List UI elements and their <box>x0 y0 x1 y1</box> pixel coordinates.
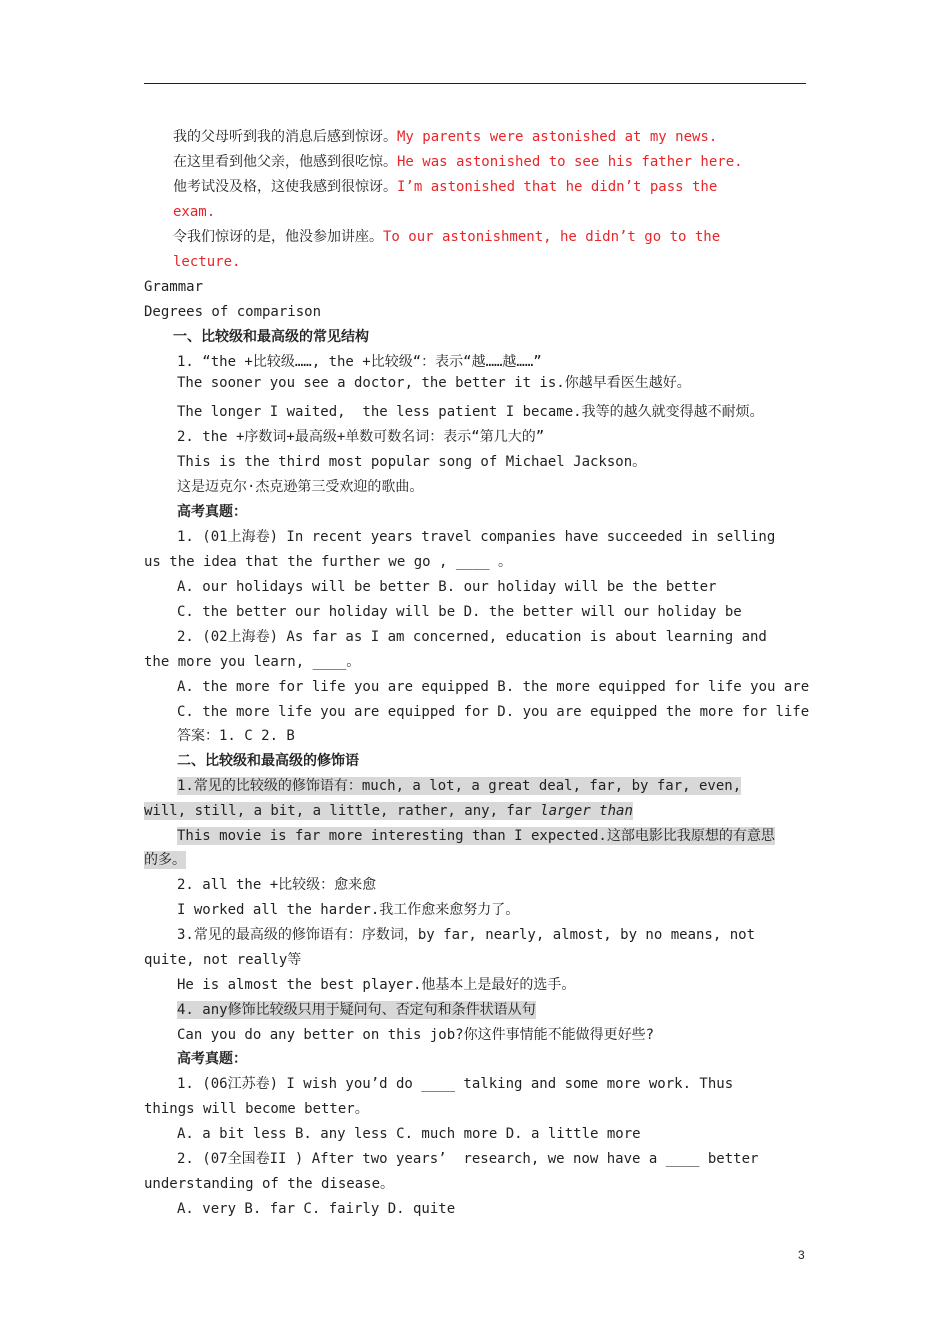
sec1-item-2: 2. the +序数词+最高级+单数可数名词：表示“第几大的” <box>177 429 545 445</box>
exam-2-q2-cont: understanding of the disease。 <box>144 1176 395 1192</box>
sec2-item-4: 4. any修饰比较级只用于疑问句、否定句和条件状语从句 <box>177 1002 536 1018</box>
sec2-example-4: Can you do any better on this job?你这件事情能不能做得更好些? <box>177 1027 655 1043</box>
section-2-title: 二、比较级和最高级的修饰语 <box>177 753 359 769</box>
exam-1-q1-options-ab: A. our holidays will be better B. our holiday will be the better <box>177 579 717 595</box>
header-rule <box>144 83 806 84</box>
sec2-item-2: 2. all the +比较级：愈来愈 <box>177 877 377 893</box>
example-line-4: 令我们惊讶的是，他没参加讲座。To our astonishment, he didn’t go to the <box>173 229 721 245</box>
exam-1-answer: 答案：1. C 2. B <box>177 728 295 744</box>
sec2-example-3: He is almost the best player.他基本上是最好的选手。 <box>177 977 576 993</box>
exam-1-q1: 1. (01上海卷) In recent years travel companies have succeeded in selling <box>177 529 776 545</box>
sec2-item-1-cont: will, still, a bit, a little, rather, any, far larger than <box>144 803 633 819</box>
sec2-item-3-cont: quite, not really等 <box>144 952 302 968</box>
exam-1-q2-options-ab: A. the more for life you are equipped B. the more equipped for life you are <box>177 679 810 695</box>
sec1-example-2: The longer I waited, the less patient I became.我等的越久就变得越不耐烦。 <box>177 404 764 420</box>
sec1-example-4: 这是迈克尔·杰克逊第三受欢迎的歌曲。 <box>177 479 424 495</box>
sec2-example-1-cont: 的多。 <box>144 852 186 868</box>
example-line-1: 我的父母听到我的消息后感到惊讶。My parents were astonished at my news. <box>173 129 718 145</box>
exam-1-q1-cont: us the idea that the further we go , ____ 。 <box>144 554 513 570</box>
exam-2-title: 高考真题： <box>177 1051 247 1067</box>
example-line-2: 在这里看到他父亲，他感到很吃惊。He was astonished to see his father here. <box>173 154 743 170</box>
exam-2-q1: 1. (06江苏卷) I wish you’d do ____ talking and some more work. Thus <box>177 1076 734 1092</box>
exam-2-q2: 2. (07全国卷II ) After two years’ research, we now have a ____ better <box>177 1151 759 1167</box>
sec2-item-3: 3.常见的最高级的修饰语有：序数词，by far, nearly, almost, by no means, not <box>177 927 756 943</box>
sec2-example-1: This movie is far more interesting than I expected.这部电影比我原想的有意思 <box>177 828 775 844</box>
grammar-subheading: Degrees of comparison <box>144 304 322 320</box>
exam-1-q2-options-cd: C. the more life you are equipped for D. you are equipped the more for life <box>177 704 810 720</box>
exam-1-q1-options-cd: C. the better our holiday will be D. the better will our holiday be <box>177 604 742 620</box>
exam-2-q1-cont: things will become better。 <box>144 1101 369 1117</box>
grammar-heading: Grammar <box>144 279 204 295</box>
exam-1-q2-cont: the more you learn, ____。 <box>144 654 361 670</box>
sec1-item-1: 1. “the +比较级……, the +比较级“：表示“越……越……” <box>177 354 542 370</box>
example-line-3: 他考试没及格，这使我感到很惊讶。I’m astonished that he didn’t pass the <box>173 179 718 195</box>
example-line-3-cont: exam. <box>173 204 216 220</box>
exam-1-title: 高考真题： <box>177 504 247 520</box>
sec2-example-2: I worked all the harder.我工作愈来愈努力了。 <box>177 902 520 918</box>
sec1-example-3: This is the third most popular song of Michael Jackson。 <box>177 454 647 470</box>
sec2-item-1: 1.常见的比较级的修饰语有：much, a lot, a great deal, far, by far, even, <box>177 778 742 794</box>
exam-2-q2-options: A. very B. far C. fairly D. quite <box>177 1201 456 1217</box>
sec1-example-1: The sooner you see a doctor, the better it is.你越早看医生越好。 <box>177 375 691 391</box>
exam-1-q2: 2. (02上海卷) As far as I am concerned, education is about learning and <box>177 629 767 645</box>
page-number: 3 <box>798 1248 805 1262</box>
example-line-4-cont: lecture. <box>173 254 241 270</box>
section-1-title: 一、比较级和最高级的常见结构 <box>173 329 369 345</box>
exam-2-q1-options: A. a bit less B. any less C. much more D. a little more <box>177 1126 641 1142</box>
